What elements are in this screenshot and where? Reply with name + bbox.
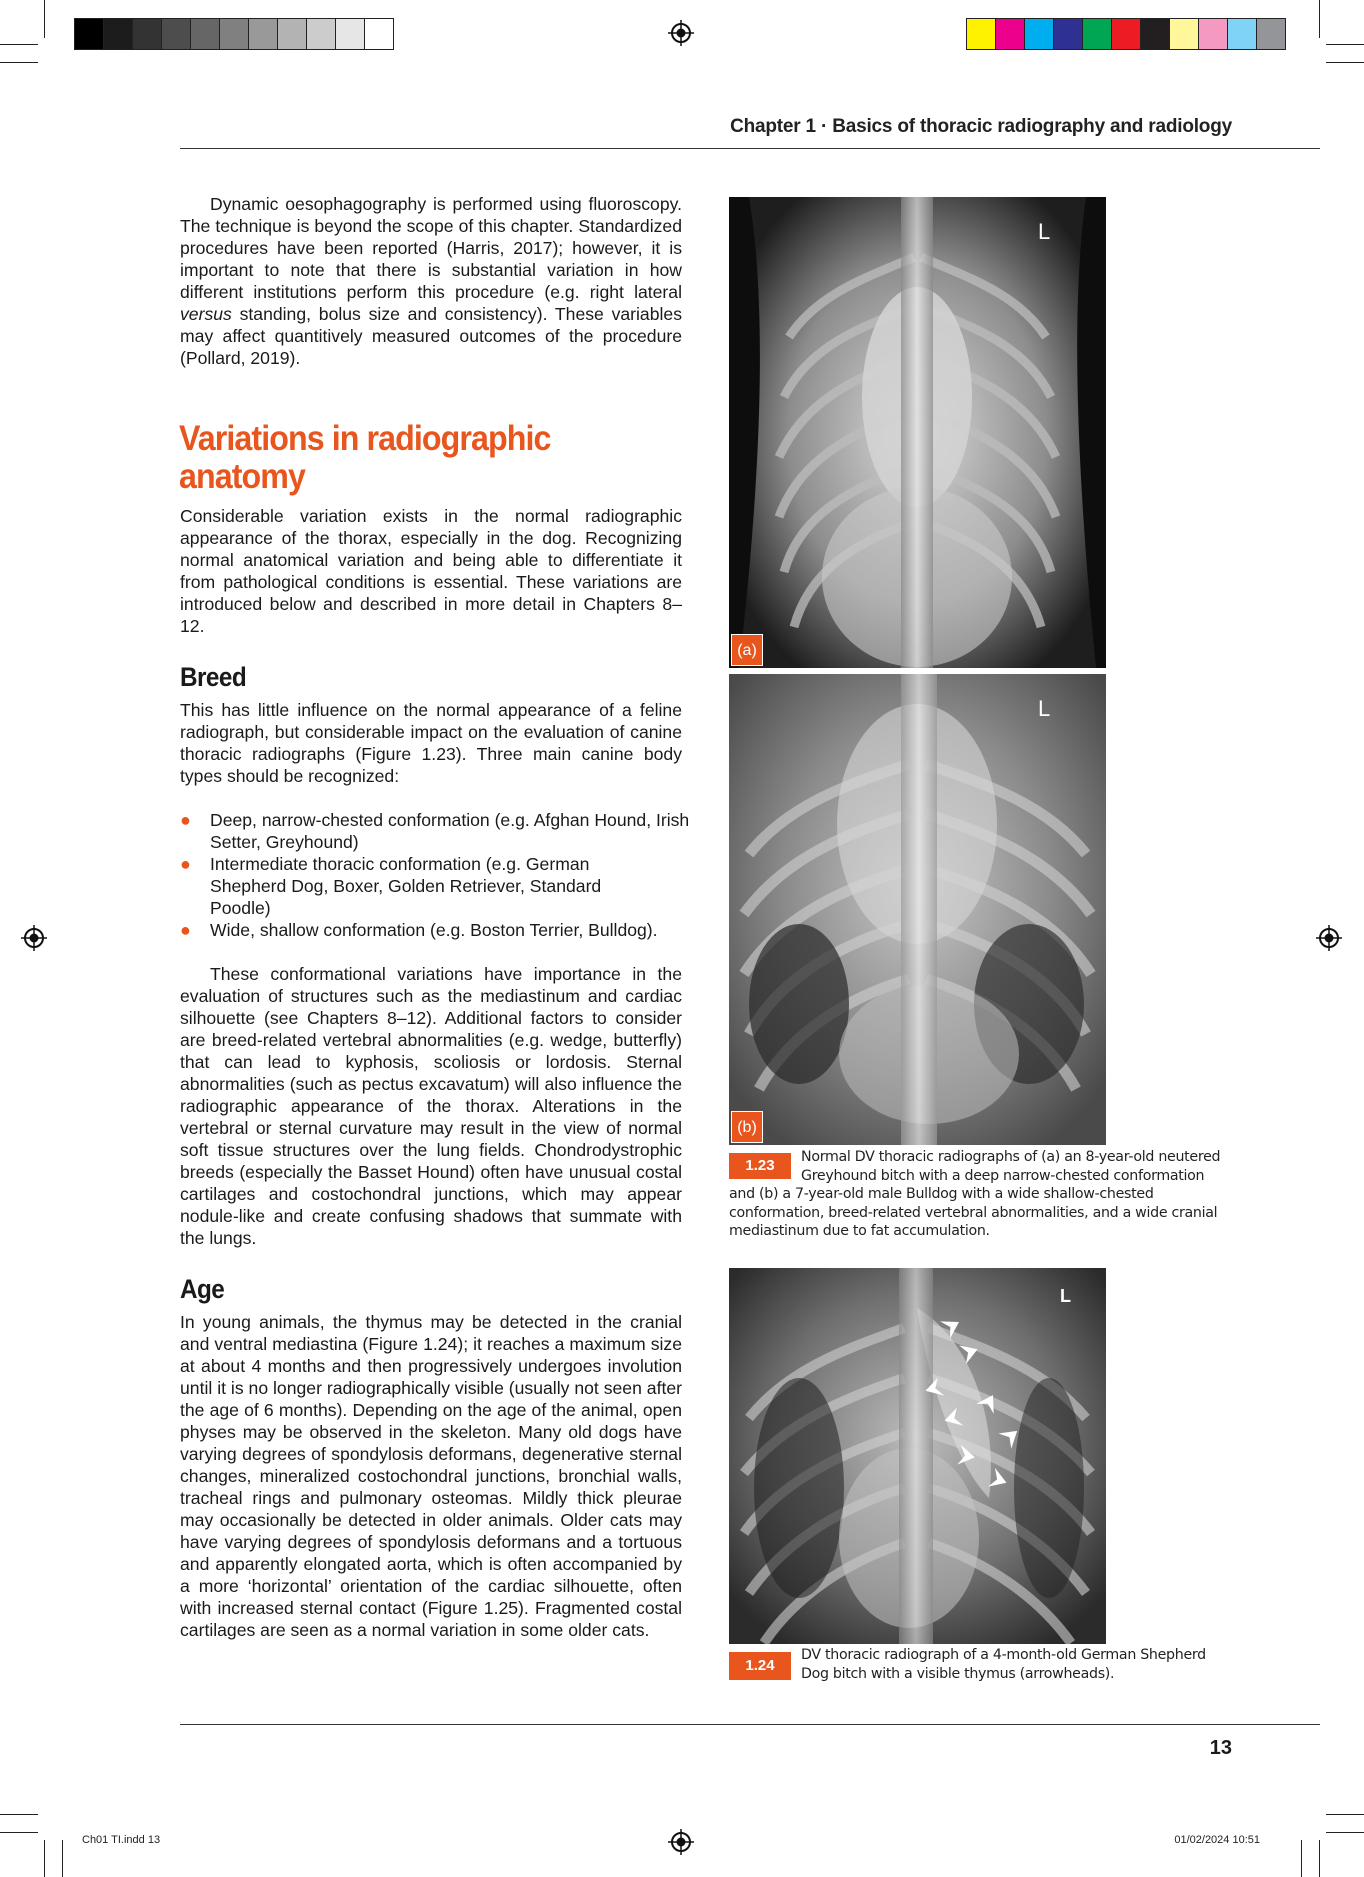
registration-mark-icon xyxy=(668,20,694,46)
color-swatch xyxy=(1141,19,1170,49)
crop-mark xyxy=(0,62,38,63)
slug-right: 01/02/2024 10:51 xyxy=(1174,1834,1260,1846)
footer-rule xyxy=(180,1724,1320,1725)
breed-paragraph-2 xyxy=(180,963,682,1249)
color-swatch xyxy=(133,19,162,49)
registration-mark-icon xyxy=(668,1829,694,1855)
crop-mark xyxy=(1326,1814,1364,1815)
color-swatch xyxy=(162,19,191,49)
crop-mark xyxy=(1326,62,1364,63)
registration-mark-icon xyxy=(1316,925,1342,951)
color-swatch xyxy=(191,19,220,49)
bullet-text: Wide, shallow conformation (e.g. Boston Terrier, Bulldog). xyxy=(210,920,658,940)
section-heading: Variations in radiographic anatomy xyxy=(179,419,551,496)
color-swatch xyxy=(1025,19,1054,49)
intro-text-italic: versus xyxy=(180,304,232,324)
variations-paragraph: Considerable variation exists in the normal radiographic appearance of the thorax, especially in the dog. Recognizing normal anatomical variation and being able to differentiate it from pathological conditions is essential. These variations are introduced below and described in more detail in Chapters 8–12. xyxy=(180,506,682,636)
crop-mark xyxy=(1301,1840,1302,1877)
breed-heading: Breed xyxy=(180,662,247,692)
color-swatch xyxy=(1170,19,1199,49)
color-swatch xyxy=(75,19,104,49)
breed-paragraph: This has little influence on the normal appearance of a feline radiograph, but considerable impact on the evaluation of canine thoracic radiographs (Figure 1.23). Three main canine body types should be recognized: xyxy=(180,700,682,786)
color-swatch xyxy=(967,19,996,49)
color-swatch xyxy=(1228,19,1257,49)
crop-mark xyxy=(1319,1840,1320,1877)
greyscale-bar xyxy=(74,18,394,50)
list-item xyxy=(180,853,700,919)
bullet-text: Deep, narrow-chested conformation (e.g. Afghan Hound, Irish Setter, Greyhound) xyxy=(210,810,690,852)
color-bar xyxy=(966,18,1286,50)
figure-caption xyxy=(729,1148,1229,1241)
caption-text: DV thoracic radiograph of a 4-month-old German Shepherd Dog bitch with a visible thymus (arrowheads). xyxy=(801,1647,1206,1682)
list-item xyxy=(180,919,700,941)
radiograph-image-c xyxy=(729,1268,1106,1644)
color-swatch xyxy=(1054,19,1083,49)
crop-mark xyxy=(0,1814,38,1815)
crop-mark xyxy=(44,1840,45,1877)
side-marker: L xyxy=(1038,219,1051,244)
figure-caption xyxy=(801,1646,1231,1683)
intro-paragraph xyxy=(180,193,682,369)
header-rule xyxy=(180,148,1320,149)
breed-paragraph-2-text: These conformational variations have importance in the evaluation of structures such as the mediastinum and cardiac silhouette (see Chapters 8–12). Additional factors to consider are breed-related vertebral abnormalities (e.g. wedge, butterfly) that can lead to kyphosis, scoliosis or lordosis. Sternal abnormalities (such as pectus excavatum) will also influence the radiographic appearance of the thorax. Alterations in the vertebral or sternal curvature may result in the view of normal soft tissue structures over the lung fields. Chondrodystrophic breeds (especially the Basset Hound) often have unusual costal cartilages and costochondral junctions, which may appear nodule-like and create confusing shadows that summate with the lungs. xyxy=(180,964,682,1248)
side-marker: L xyxy=(1038,696,1051,721)
color-swatch xyxy=(365,19,393,49)
color-swatch xyxy=(1257,19,1285,49)
radiograph-image-b xyxy=(729,674,1106,1145)
crop-mark xyxy=(62,1840,63,1877)
registration-mark-icon xyxy=(21,925,47,951)
caption-first-lines: Normal DV thoracic radiographs of (a) an 8-year-old neutered Greyhound bitch with a deep narrow-chested conformation xyxy=(801,1149,1221,1184)
crop-mark xyxy=(0,1832,38,1833)
color-swatch xyxy=(307,19,336,49)
side-marker: L xyxy=(1060,1286,1071,1306)
slug-left: Ch01 TI.indd 13 xyxy=(82,1834,161,1846)
radiograph-image-a xyxy=(729,197,1106,668)
crop-mark xyxy=(0,44,38,45)
radiograph-bulldog xyxy=(729,674,1106,1145)
bullet-icon: ● xyxy=(180,920,191,940)
color-swatch xyxy=(220,19,249,49)
radiograph-german-shepherd xyxy=(729,1268,1106,1644)
caption-rest: and (b) a 7-year-old male Bulldog with a wide shallow-chested conformation, breed-related vertebral abnormalities, and a wide cranial mediastinum due to fat accumulation. xyxy=(729,1186,1218,1239)
crop-mark xyxy=(1326,1832,1364,1833)
panel-label-b: (b) xyxy=(731,1111,763,1143)
radiograph-greyhound xyxy=(729,197,1106,668)
panel-label-a: (a) xyxy=(731,634,763,666)
breed-bullet-list xyxy=(180,809,700,941)
color-swatch xyxy=(1083,19,1112,49)
color-swatch xyxy=(1112,19,1141,49)
color-swatch xyxy=(996,19,1025,49)
color-swatch xyxy=(336,19,365,49)
crop-mark xyxy=(1319,0,1320,38)
running-head: Chapter 1 · Basics of thoracic radiography and radiology xyxy=(730,116,1232,137)
color-swatch xyxy=(278,19,307,49)
crop-mark xyxy=(44,0,45,38)
crop-mark xyxy=(1326,44,1364,45)
bullet-icon: ● xyxy=(180,854,191,874)
intro-text-after: standing, bolus size and consistency). These variables may affect quantitively measured outcomes of the procedure (Pollard, 2019). xyxy=(180,304,682,368)
color-swatch xyxy=(104,19,133,49)
color-swatch xyxy=(249,19,278,49)
age-paragraph: In young animals, the thymus may be detected in the cranial and ventral mediastina (Figure 1.24); it reaches a maximum size at about 4 months and then progressively undergoes involution until it is no longer radiographically visible (usually not seen after the age of 6 months). Depending on the age of the animal, open physes may be observed in the skeleton. Many old dogs have varying degrees of spondylosis deformans, degenerative sternal changes, mineralized costochondral junctions, bronchial walls, tracheal rings and pulmonary osteomas. Mildly thick pleurae may occasionally be detected in older animals. Older cats may have varying degrees of spondylosis deformans and a tortuous and apparently elongated aorta, which is often accompanied by a more ‘horizontal’ orientation of the cardiac silhouette, often with increased sternal contact (Figure 1.25). Fragmented costal cartilages are seen as a normal variation in some older cats. xyxy=(180,1312,682,1640)
figure-number-badge: 1.24 xyxy=(729,1652,791,1680)
bullet-text: Intermediate thoracic conformation (e.g. German Shepherd Dog, Boxer, Golden Retriever, Standard Poodle) xyxy=(210,854,602,918)
bullet-icon: ● xyxy=(180,810,191,830)
intro-text-before: Dynamic oesophagography is performed using fluoroscopy. The technique is beyond the scope of this chapter. Standardized procedures have been reported (Harris, 2017); however, it is important to note that there is substantial variation in how different institutions perform this procedure (e.g. right lateral xyxy=(180,194,682,302)
figure-number-badge: 1.23 xyxy=(729,1153,791,1179)
age-heading: Age xyxy=(180,1274,225,1304)
list-item xyxy=(180,809,700,853)
color-swatch xyxy=(1199,19,1228,49)
page-number: 13 xyxy=(1209,1737,1232,1759)
